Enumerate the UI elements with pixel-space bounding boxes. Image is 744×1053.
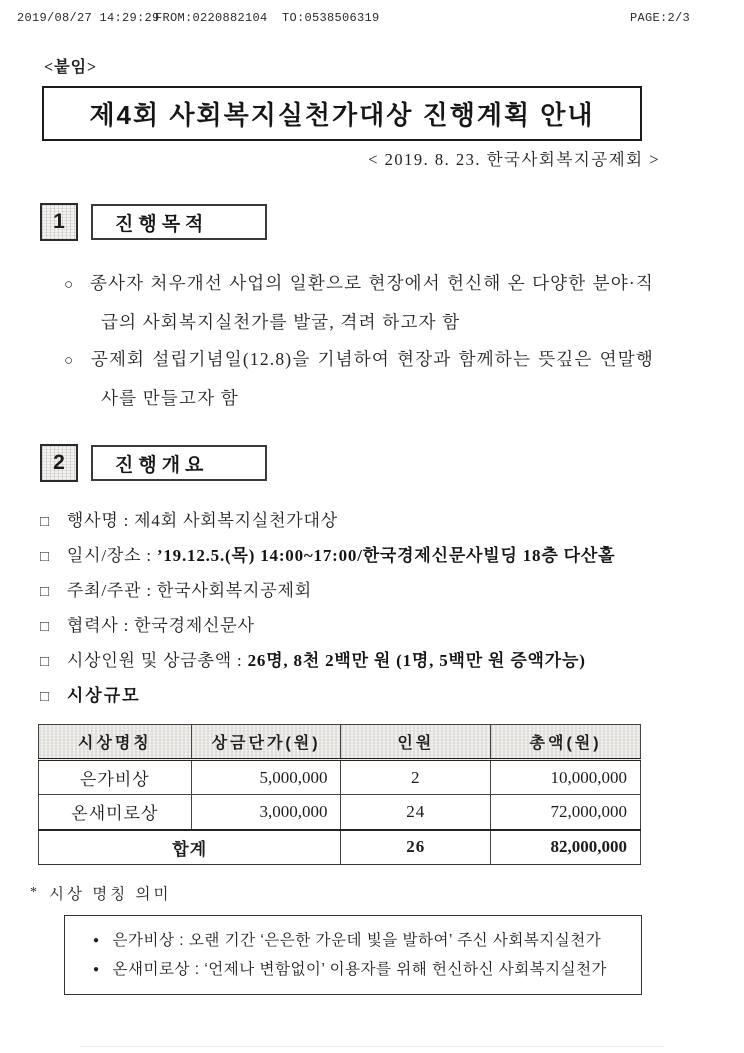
purpose-bullet-text: 종사자 처우개선 사업의 일환으로 현장에서 헌신해 온 다양한 분야·직급의 사회복지실천가를 발굴, 격려 하고자 함 xyxy=(89,273,654,332)
filled-dot-icon: ● xyxy=(93,935,100,946)
filled-dot-icon: ● xyxy=(93,964,100,975)
note-line xyxy=(93,926,633,955)
item-separator: : xyxy=(141,581,157,600)
note-line xyxy=(93,955,633,984)
note-text: 온새미로상 : ‘언제나 변함없이’ 이용자를 위해 헌신하신 사회복지실천가 xyxy=(112,961,608,978)
item-value: 한국경제신문사 xyxy=(134,616,255,635)
item-separator: : xyxy=(141,546,157,565)
item-value: 제4회 사회복지실천가대상 xyxy=(134,511,338,530)
note-title: 시상 명칭 의미 xyxy=(49,886,172,903)
table-row xyxy=(39,795,641,830)
square-bullet-icon: □ xyxy=(40,654,50,670)
fax-header xyxy=(0,0,744,30)
note-title-row xyxy=(30,882,744,904)
asterisk-icon: * xyxy=(30,885,40,900)
overview-item-host xyxy=(40,574,744,609)
award-name-cell: 온새미로상 xyxy=(39,795,192,830)
award-name-cell: 은가비상 xyxy=(39,760,192,795)
date-organization-line: < 2019. 8. 23. 한국사회복지공제회 > xyxy=(368,150,660,169)
square-bullet-icon: □ xyxy=(40,584,50,600)
people-cell: 2 xyxy=(341,760,491,795)
circle-bullet-icon: ○ xyxy=(64,353,76,369)
column-header-total: 총액(원) xyxy=(491,725,641,760)
purpose-bullet-list xyxy=(64,265,654,417)
overview-item-award-scale xyxy=(40,679,744,714)
square-bullet-icon: □ xyxy=(40,619,50,635)
people-cell: 24 xyxy=(341,795,491,830)
item-value: ’19.12.5.(목) 14:00~17:00/한국경제신문사빌딩 18층 다산홀 xyxy=(156,546,616,565)
item-separator: : xyxy=(118,511,135,530)
section-number-badge: 2 xyxy=(40,444,78,482)
overview-item-prize-total xyxy=(40,644,744,679)
item-label: 행사명 xyxy=(66,511,119,530)
grand-total-cell: 82,000,000 xyxy=(491,830,641,865)
section-overview-header xyxy=(40,444,744,482)
purpose-bullet xyxy=(64,341,654,417)
overview-item-partner xyxy=(40,609,744,644)
overview-checklist xyxy=(40,504,744,714)
fax-from-number: FROM:0220882104 xyxy=(155,11,268,25)
square-bullet-icon: □ xyxy=(40,514,50,530)
unit-prize-cell: 3,000,000 xyxy=(191,795,341,830)
scan-artifact-line xyxy=(80,1046,664,1047)
table-header-row xyxy=(39,725,641,760)
item-label: 주최/주관 xyxy=(66,581,142,600)
section-number-badge: 1 xyxy=(40,203,78,241)
item-value: 한국사회복지공제회 xyxy=(156,581,312,600)
table-total-row xyxy=(39,830,641,865)
item-label: 시상규모 xyxy=(66,686,141,705)
table-row xyxy=(39,760,641,795)
item-label: 일시/장소 xyxy=(66,546,142,565)
section-purpose-header xyxy=(40,203,744,241)
section-purpose-title: 진행목적 xyxy=(91,204,267,240)
square-bullet-icon: □ xyxy=(40,689,50,705)
total-cell: 10,000,000 xyxy=(491,760,641,795)
column-header-unit-prize: 상금단가(원) xyxy=(191,725,341,760)
total-label-cell: 합계 xyxy=(39,830,341,865)
document-title: 제4회 사회복지실천가대상 진행계획 안내 xyxy=(89,100,595,130)
circle-bullet-icon: ○ xyxy=(64,277,75,293)
overview-item-event-name xyxy=(40,504,744,539)
fax-to-number: TO:0538506319 xyxy=(282,11,380,25)
award-meaning-box xyxy=(64,915,642,995)
item-label: 시상인원 및 상금총액 xyxy=(66,651,232,670)
overview-item-date-place xyxy=(40,539,744,574)
section-overview-title: 진행개요 xyxy=(91,445,267,481)
note-text: 은가비상 : 오랜 기간 ‘은은한 가운데 빛을 발하여’ 주신 사회복지실천가 xyxy=(112,932,602,949)
document-title-box xyxy=(42,86,642,141)
fax-datetime: 2019/08/27 14:29:29 xyxy=(17,11,160,25)
column-header-people: 인원 xyxy=(341,725,491,760)
square-bullet-icon: □ xyxy=(40,549,50,565)
fax-page-indicator: PAGE:2/3 xyxy=(630,11,691,25)
award-scale-table xyxy=(38,724,641,865)
item-value: 26명, 8천 2백만 원 (1명, 5백만 원 증액가능) xyxy=(247,651,586,670)
item-separator: : xyxy=(118,616,135,635)
purpose-bullet-text: 공제회 설립기념일(12.8)을 기념하여 현장과 함께하는 뜻깊은 연말행사를 만들고자 함 xyxy=(90,349,654,408)
unit-prize-cell: 5,000,000 xyxy=(191,760,341,795)
item-separator: : xyxy=(231,651,248,670)
attachment-tag: <붙임> xyxy=(44,59,98,76)
column-header-award-name: 시상명칭 xyxy=(39,725,192,760)
total-cell: 72,000,000 xyxy=(491,795,641,830)
total-people-cell: 26 xyxy=(341,830,491,865)
purpose-bullet xyxy=(64,265,654,341)
item-label: 협력사 xyxy=(66,616,119,635)
